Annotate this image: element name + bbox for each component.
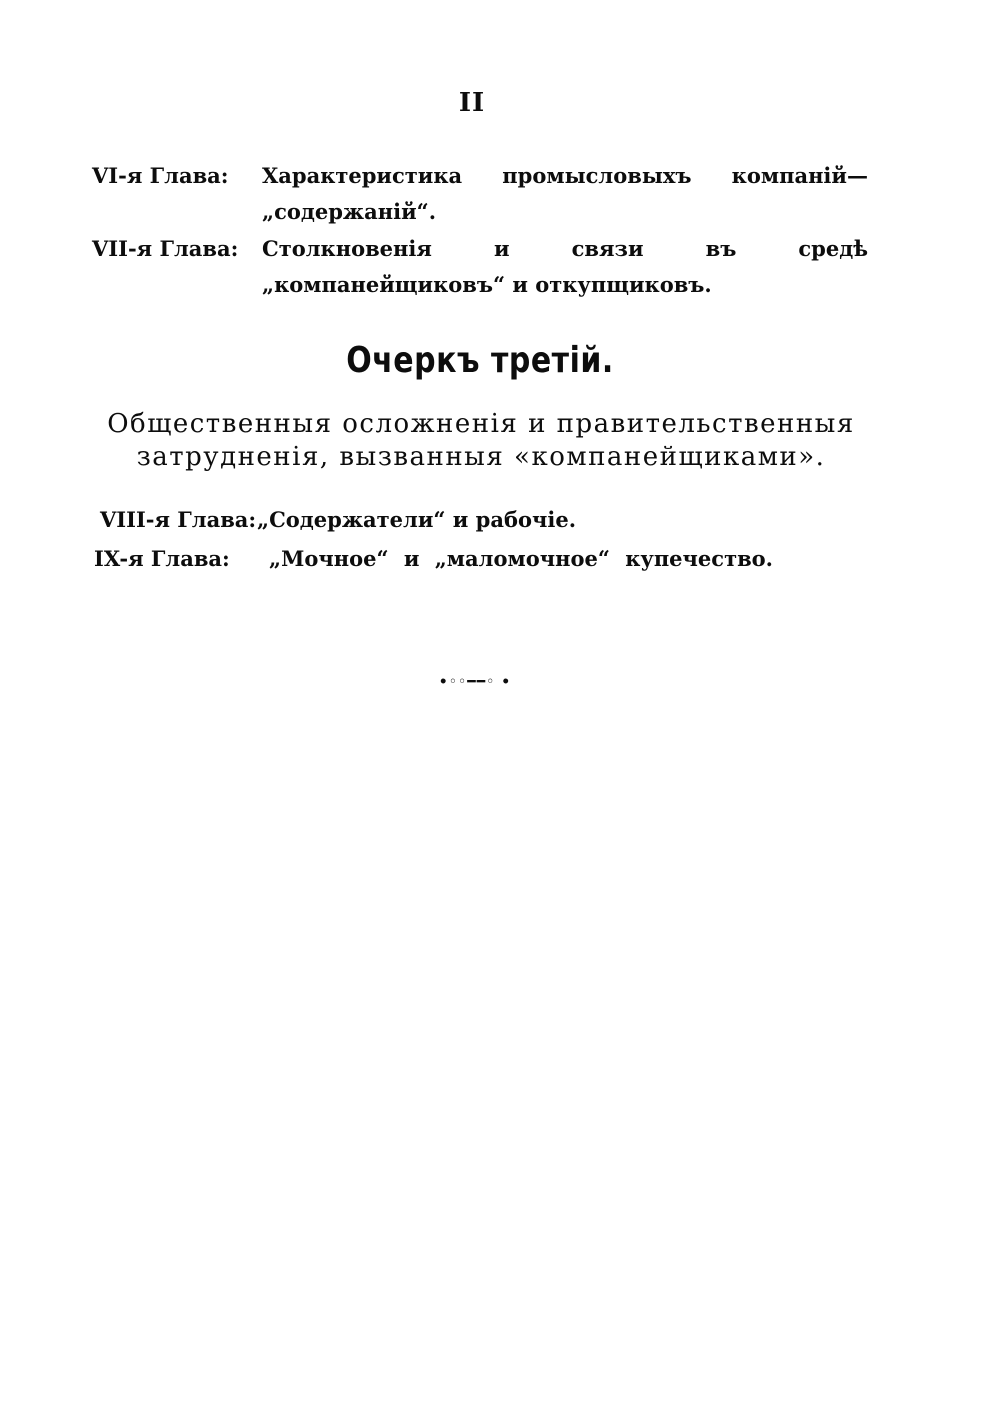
toc-entry-chapter-8 (100, 502, 800, 542)
toc-entry-chapter-9 (94, 541, 794, 581)
chapter-title: „Мочное“ и „маломочное“ купечество. (269, 546, 773, 571)
essay-heading: Очеркъ третій. (346, 340, 614, 382)
toc-entry-chapter-7 (92, 231, 872, 311)
chapter-title: „Содержатели“ и рабочіе. (257, 507, 577, 532)
chapter-label: IX-я Глава: (94, 546, 230, 571)
chapter-title: Характеристика промысловыхъ компаній—„содержаній“. (262, 163, 868, 224)
chapter-title: Столкновенія и связи въ средѣ „компанейщиковъ“ и откупщиковъ. (262, 236, 868, 297)
essay-description (96, 408, 866, 474)
decorative-ornament: •◦◦━━◦ • (438, 674, 512, 690)
chapter-label: VIII-я Глава: (100, 507, 257, 532)
chapter-label: VI-я Глава: (92, 163, 229, 188)
essay-description-line: затрудненія, вызванныя «компанейщиками». (136, 442, 826, 472)
toc-entry-chapter-6 (92, 158, 872, 238)
chapter-label: VII-я Глава: (92, 236, 239, 261)
essay-description-line: Общественныя осложненія и правительственныя (107, 409, 855, 439)
page-number: II (458, 88, 486, 118)
